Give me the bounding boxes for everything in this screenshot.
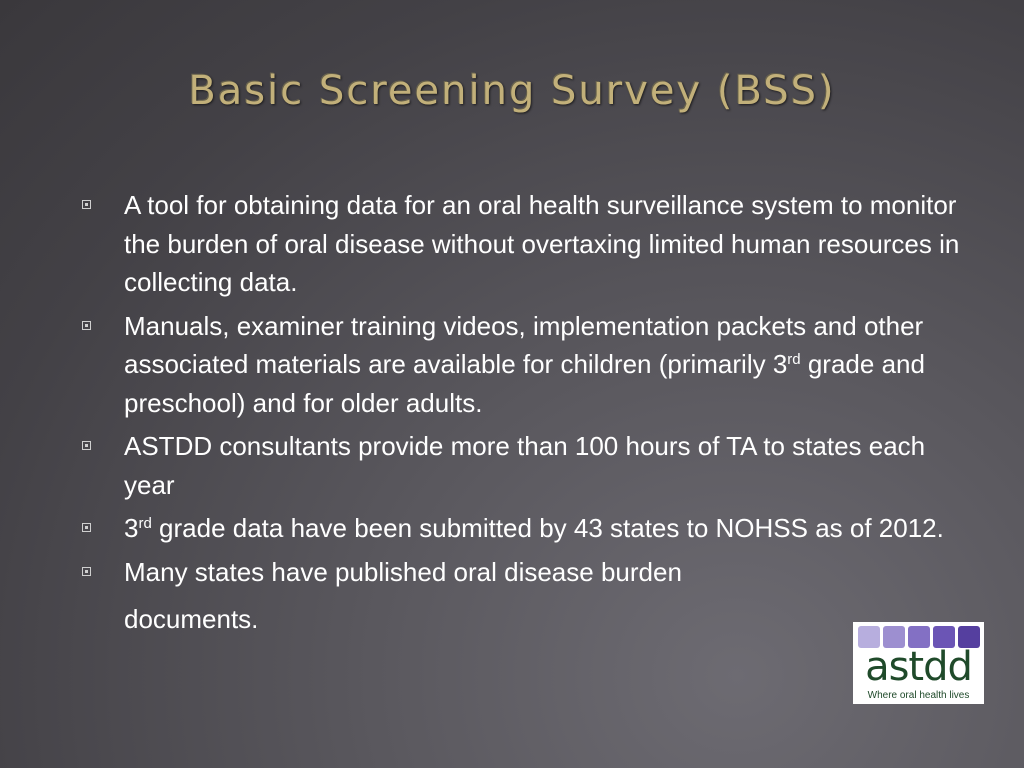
superscript: rd [138, 515, 152, 532]
bullet-text-line: Many states have published oral disease burden [124, 556, 682, 587]
bullet-text-part: Manuals, examiner training videos, implementation packets and other associated materials are available for children (primarily 3 [124, 310, 924, 379]
bullet-text-part: grade and preschool) and for older adults. [124, 349, 925, 418]
logo-wordmark: astdd [865, 644, 972, 690]
bullet-item [78, 307, 968, 423]
astdd-logo [853, 622, 984, 704]
bullet-text-line: documents. [124, 604, 259, 634]
bullet-text-part: 3 [124, 513, 139, 543]
bullet-text-part: grade data have been submitted by 43 states to NOHSS as of 2012. [151, 513, 944, 543]
bullet-item [78, 427, 968, 504]
square-bullet-icon [82, 321, 91, 330]
square-bullet-icon [82, 523, 91, 532]
bullet-item [78, 553, 968, 639]
superscript: rd [787, 351, 801, 368]
bullet-text: ASTDD consultants provide more than 100 hours of TA to states each year [124, 431, 926, 500]
bullet-item [78, 509, 968, 548]
bullet-text: A tool for obtaining data for an oral health surveillance system to monitor the burden of oral disease without overtaxing limited human resources in collecting data. [124, 190, 960, 297]
slide-title: Basic Screening Survey (BSS) [188, 68, 836, 114]
bullet-item [78, 186, 968, 302]
square-bullet-icon [82, 200, 91, 209]
logo-tagline: Where oral health lives [867, 690, 970, 701]
square-bullet-icon [82, 441, 91, 450]
bullet-list [78, 186, 968, 644]
square-bullet-icon [82, 567, 91, 576]
